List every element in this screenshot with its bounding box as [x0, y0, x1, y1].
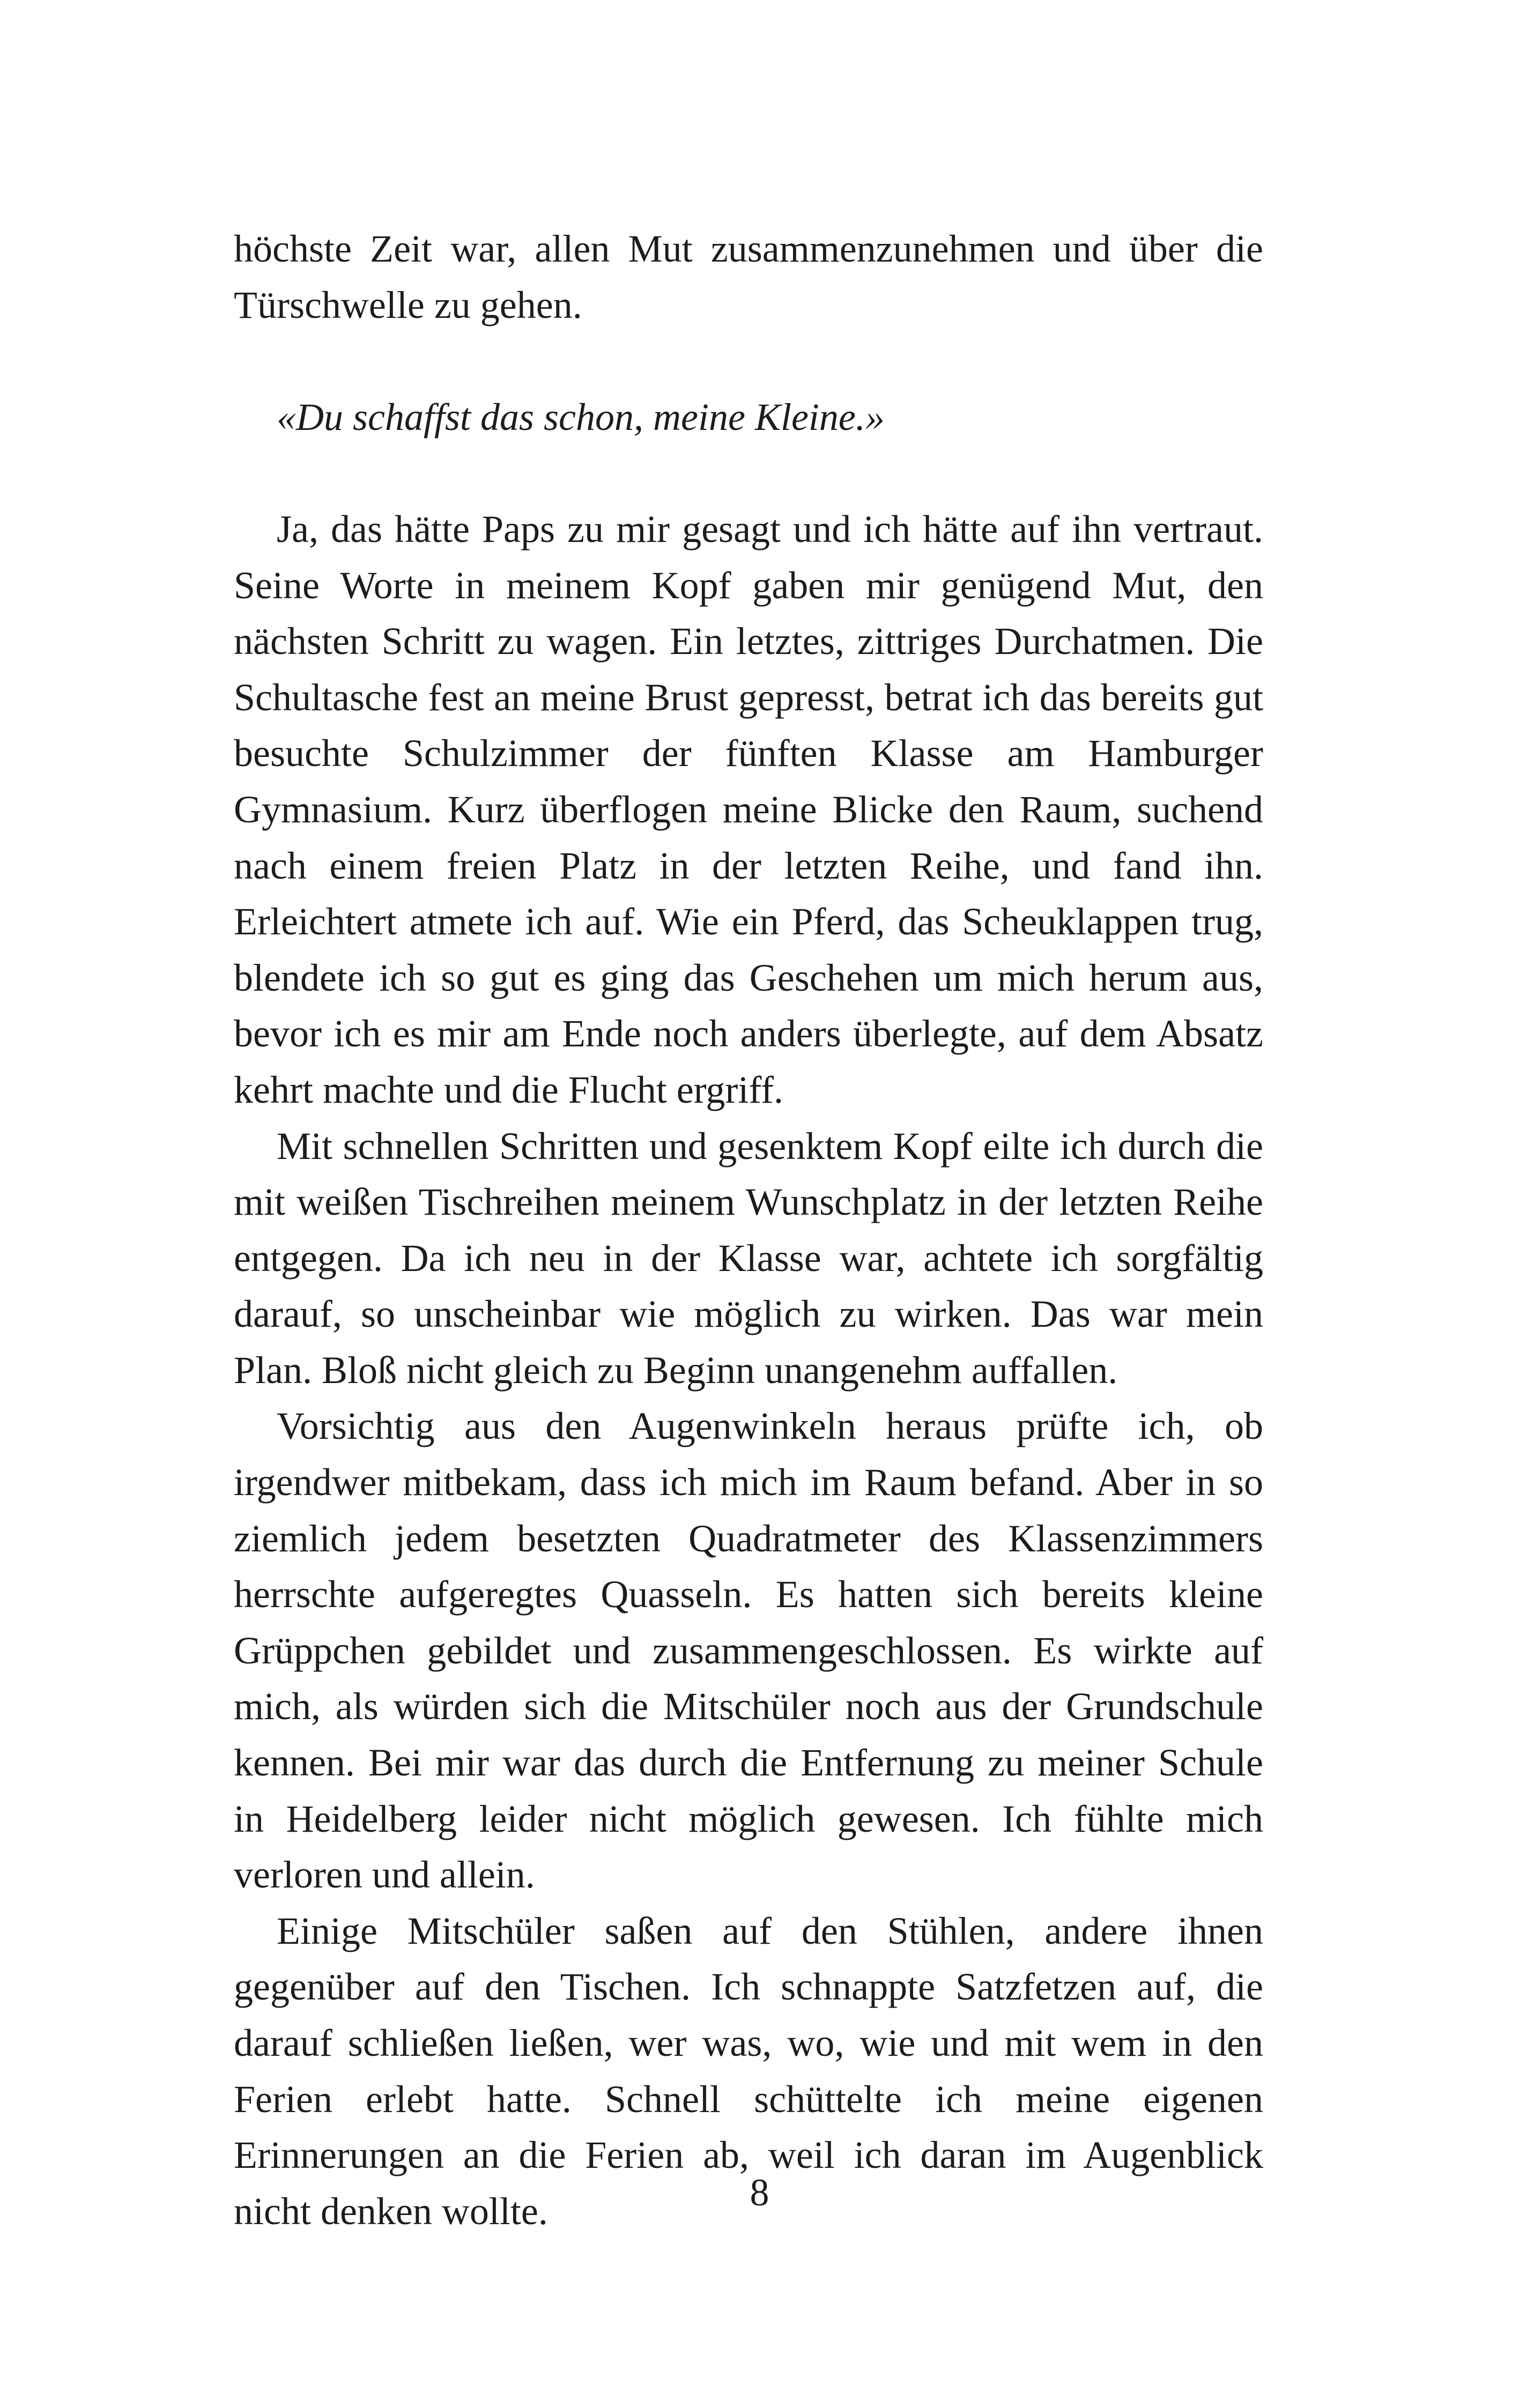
body-text [234, 221, 1263, 2239]
page-number: 8 [750, 2171, 769, 2214]
paragraph-continuation: höchste Zeit war, allen Mut zusammenzunehmen und über die Türschwelle zu gehen. [234, 227, 1263, 326]
paragraph: Mit schnellen Schritten und gesenktem Kopf eilte ich durch die mit weißen Tischreihen meinem Wunschplatz in der letzten Reihe entgegen. Da ich neu in der Klasse war, achtete ich sorgfältig darauf, so unscheinbar wie möglich zu wirken. Das war mein Plan. Bloß nicht gleich zu Beginn unangenehm auffallen. [234, 1124, 1263, 1392]
italic-quote: «Du schaffst das schon, meine Kleine.» [277, 395, 885, 439]
paragraph: Einige Mitschüler saßen auf den Stühlen, andere ihnen gegenüber auf den Tischen. Ich schnappte Satzfetzen auf, die darauf schließen ließen, wer was, wo, wie und mit wem in den Ferien erlebt hatte. Schnell schüttelte ich meine eigenen Erinnerungen an die Ferien ab, weil ich daran im Augenblick nicht denken wollte. [234, 1909, 1263, 2233]
paragraph: Vorsichtig aus den Augenwinkeln heraus prüfte ich, ob irgendwer mitbekam, dass ich mich im Raum befand. Aber in so ziemlich jedem besetzten Quadratmeter des Klassenzimmers herrschte aufgeregtes Quasseln. Es hatten sich bereits kleine Grüppchen gebildet und zusammengeschlossen. Es wirkte auf mich, als würden sich die Mitschüler noch aus der Grundschule kennen. Bei mir war das durch die Entfernung zu meiner Schule in Heidelberg leider nicht möglich gewesen. Ich fühlte mich verloren und allein. [234, 1404, 1263, 1897]
paragraph: Ja, das hätte Paps zu mir gesagt und ich hätte auf ihn vertraut. Seine Worte in meinem Kopf gaben mir genügend Mut, den nächsten Schritt zu wagen. Ein letztes, zittriges Durchatmen. Die Schultasche fest an meine Brust gepresst, betrat ich das bereits gut besuchte Schulzimmer der fünften Klasse am Hamburger Gymnasium. Kurz überflogen meine Blicke den Raum, suchend nach einem freien Platz in der letzten Reihe, und fand ihn. Erleichtert atmete ich auf. Wie ein Pferd, das Scheuklappen trug, blendete ich so gut es ging das Geschehen um mich herum aus, bevor ich es mir am Ende noch anders überlegte, auf dem Absatz kehrt machte und die Flucht ergriff. [234, 507, 1263, 1111]
